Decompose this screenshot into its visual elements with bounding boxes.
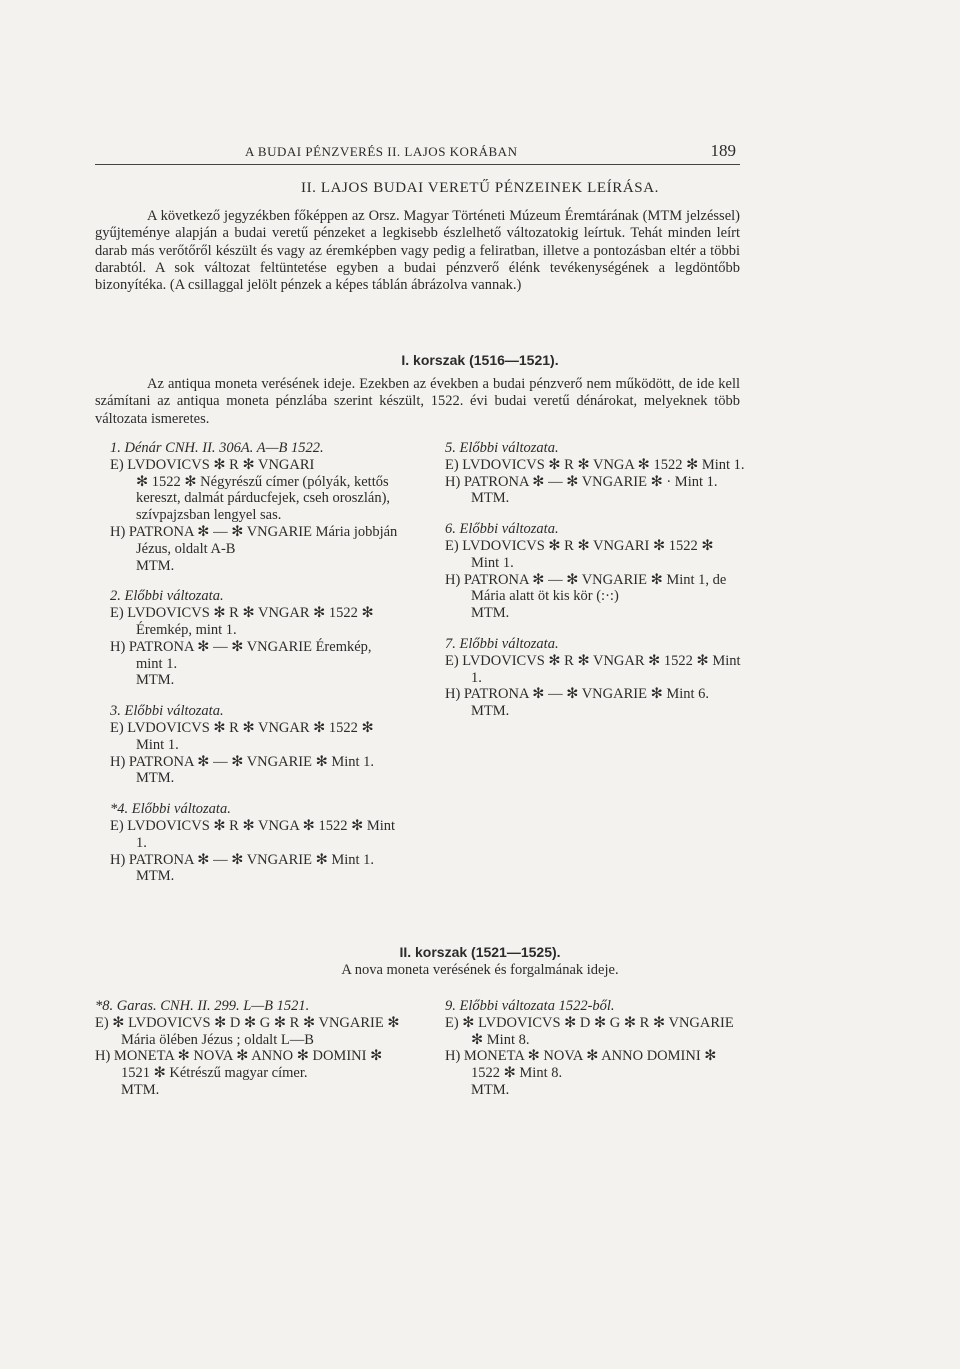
reverse-description: H) PATRONA ✻ — ✻ VNGARIE ✻ Mint 1. <box>110 851 375 868</box>
collection-reference: MTM. <box>136 557 175 574</box>
obverse-description: E) ✻ LVDOVICVS ✻ D ✻ G ✻ R ✻ VNGARIE ✻ Mint 8. <box>445 1014 734 1048</box>
period-1-text: Az antiqua moneta verésének ideje. Ezekben az években a budai pénzverő nem működött, de ide kell számítani az antiqua moneta pénzlába szerint készült, 1522. évi budai veretű dénárokat, melyeknek több változata ismeretes. <box>95 376 740 427</box>
obverse-description: E) ✻ LVDOVICVS ✻ D ✻ G ✻ R ✻ VNGARIE ✻ Mária ölében Jézus ; oldalt L—B <box>95 1014 400 1048</box>
collection-reference: MTM. <box>471 1081 510 1098</box>
coin-entry-heading: 3. Előbbi változata. <box>110 703 224 720</box>
coin-entry <box>445 521 745 622</box>
page-header <box>95 140 740 165</box>
obverse-description: E) LVDOVICVS ✻ R ✻ VNGARI <box>110 456 315 473</box>
coin-entry <box>110 703 400 787</box>
collection-reference: MTM. <box>136 770 175 787</box>
period-2-text: A nova moneta verésének és forgalmának ideje. <box>341 962 619 978</box>
period-1-heading: I. korszak (1516—1521). <box>401 352 559 368</box>
reverse-description: H) PATRONA ✻ — ✻ VNGARIE ✻ Mint 1, de Mária alatt öt kis kör (:·:) <box>445 571 727 605</box>
collection-reference: MTM. <box>471 605 510 622</box>
period-2-heading: II. korszak (1521—1525). <box>399 944 561 960</box>
coin-entry <box>445 636 745 720</box>
description-continuation: ✻ 1522 ✻ Négyrészű címer (pólyák, kettős kereszt, dalmát párducfejek, cseh oroszlán), szívpajzsban lengyel sas. <box>136 473 391 524</box>
reverse-description: H) MONETA ✻ NOVA ✻ ANNO DOMINI ✻ 1522 ✻ Mint 8. <box>445 1048 717 1082</box>
coin-entry-heading: 2. Előbbi változata. <box>110 588 224 605</box>
coin-entry-heading: *4. Előbbi változata. <box>110 801 231 818</box>
collection-reference: MTM. <box>471 490 510 507</box>
obverse-description: E) LVDOVICVS ✻ R ✻ VNGA ✻ 1522 ✻ Mint 1. <box>110 817 396 851</box>
obverse-description: E) LVDOVICVS ✻ R ✻ VNGA ✻ 1522 ✻ Mint 1. <box>445 456 745 473</box>
period-1-right-column <box>445 440 745 734</box>
coin-entry-heading: 1. Dénár CNH. II. 306A. A—B 1522. <box>110 440 324 456</box>
coin-entry-heading: *8. Garas. CNH. II. 299. L—B 1521. <box>95 998 310 1014</box>
reverse-description: H) PATRONA ✻ — ✻ VNGARIE ✻ Mint 1. <box>110 753 375 770</box>
coin-entry-heading: 6. Előbbi változata. <box>445 521 559 538</box>
coin-entry-heading: 9. Előbbi változata 1522-ből. <box>445 998 615 1014</box>
section-title: II. LAJOS BUDAI VERETŰ PÉNZEINEK LEÍRÁSA. <box>300 180 660 196</box>
period-1-left-column <box>110 440 400 899</box>
collection-reference: MTM. <box>471 703 510 720</box>
coin-entry-heading: 7. Előbbi változata. <box>445 635 559 652</box>
coin-entry <box>445 440 745 507</box>
period-1-intro <box>95 376 740 428</box>
collection-reference: MTM. <box>136 868 175 885</box>
coin-entry <box>110 440 400 574</box>
collection-reference: MTM. <box>121 1081 160 1098</box>
period-2-right-column <box>445 998 745 1113</box>
coin-entry <box>95 998 400 1099</box>
reverse-description: H) PATRONA ✻ — ✻ VNGARIE ✻ Mint 6. <box>445 686 710 703</box>
page-number: 189 <box>710 141 736 160</box>
intro-text: A következő jegyzékben főképpen az Orsz. Magyar Történeti Múzeum Éremtárának (MTM jelzéssel) gyűjteménye alapján a budai veretű pénzeket a legkisebb észlelhető változatokig leírtuk. Tehát minden leírt darab más verőtőről készült és vagy az éremképben vagy pedig a feliratban, illetve a pontozásban eltér a többi darabtól. A sok változat feltüntetése egyben a budai pénzverő élénk tevékenységének a legdöntőbb bizonyítéka. (A csillaggal jelölt pénzek a képes táblán ábrázolva vannak.) <box>95 208 740 294</box>
coin-entry <box>445 998 745 1099</box>
coin-entry <box>110 588 400 689</box>
reverse-description: H) MONETA ✻ NOVA ✻ ANNO ✻ DOMINI ✻ 1521 ✻ Kétrészű magyar címer. <box>95 1048 383 1082</box>
reverse-description: H) PATRONA ✻ — ✻ VNGARIE ✻ · Mint 1. <box>445 473 718 490</box>
collection-reference: MTM. <box>136 672 175 689</box>
reverse-description: H) PATRONA ✻ — ✻ VNGARIE Mária jobbján Jézus, oldalt A-B <box>110 523 398 557</box>
reverse-description: H) PATRONA ✻ — ✻ VNGARIE Éremkép, mint 1. <box>110 638 372 672</box>
coin-entry <box>110 801 400 885</box>
obverse-description: E) LVDOVICVS ✻ R ✻ VNGAR ✻ 1522 ✻ Éremkép, mint 1. <box>110 605 374 638</box>
obverse-description: E) LVDOVICVS ✻ R ✻ VNGAR ✻ 1522 ✻ Mint 1. <box>445 652 741 686</box>
coin-entry-heading: 5. Előbbi változata. <box>445 440 559 456</box>
period-2-left-column <box>95 998 400 1113</box>
obverse-description: E) LVDOVICVS ✻ R ✻ VNGARI ✻ 1522 ✻ Mint 1. <box>445 537 714 571</box>
intro-paragraph <box>95 208 740 294</box>
running-head: A BUDAI PÉNZVERÉS II. LAJOS KORÁBAN <box>245 144 518 159</box>
obverse-description: E) LVDOVICVS ✻ R ✻ VNGAR ✻ 1522 ✻ Mint 1. <box>110 719 374 753</box>
